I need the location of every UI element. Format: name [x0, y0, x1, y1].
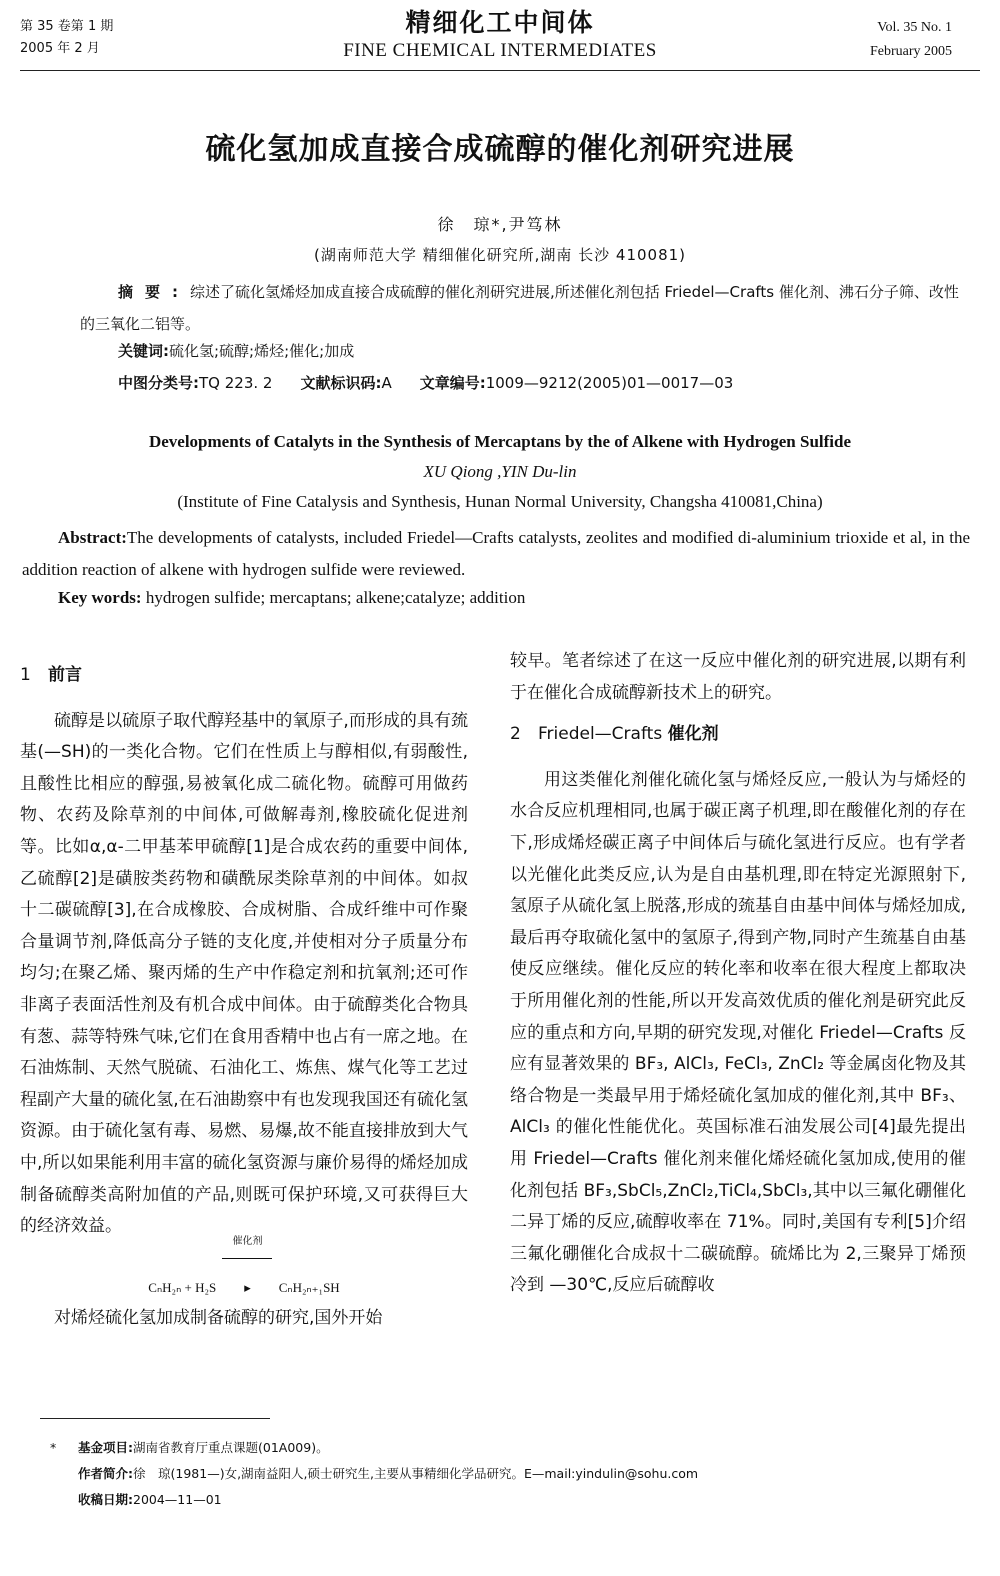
doc-code-label: 文献标识码: [300, 374, 382, 392]
abstract-zh-text: 综述了硫化氢烯烃加成直接合成硫醇的催化剂研究进展,所述催化剂包括 Friedel—Crafts 催化剂、沸石分子筛、改性的三氧化二铝等。 [80, 283, 959, 333]
section-2-title-zh: 催化剂 [667, 724, 719, 745]
journal-name [0, 8, 1000, 64]
abstract-en-text: The developments of catalysts, included Friedel—Crafts catalysts, zeolites and modified di-aluminium trioxide et al, in the addition reaction of alkene with hydrogen sulfide were reviewed. [22, 528, 970, 579]
keywords-zh-label: 关键词: [118, 342, 169, 360]
keywords-en-text: hydrogen sulfide; mercaptans; alkene;catalyze; addition [145, 588, 526, 607]
equation-product: CₙH₂ₙ₊₁SH [278, 1279, 340, 1295]
abstract-en-label: Abstract: [58, 528, 127, 547]
funding-text: 湖南省教育厅重点课题(01A009)。 [133, 1440, 329, 1455]
received-date-label: 收稿日期: [78, 1492, 133, 1507]
received-date-text: 2004—11—01 [133, 1492, 222, 1507]
section-2-paragraph: 用这类催化剂催化硫化氢与烯烃反应,一般认为与烯烃的水合反应机理相同,也属于碳正离子机理,即在酸催化剂的存在下,形成烯烃碳正离子中间体后与硫化氢进行反应。也有学者以光催化此类反应,认为是自由基机理,即在特定光源照射下,氢原子从硫化氢上脱落,形成的巯基自由基中间体与烯烃加成,最后再夺取硫化氢中的氢原子,得到产物,同时产生巯基自由基使反应继续。催化反应的转化率和收率在很大程度上都取决于所用催化剂的性能,所以开发高效优质的催化剂是研究此反应的重点和方向,早期的研究发现,对催化 Friedel—Crafts 反应有显著效果的 BF₃, AlCl₃, FeCl₃, ZnCl₂ 等金属卤化物及其络合物是一类最早用于烯烃硫化氢加成的催化剂,其中 BF₃、AlCl₃ 的催化性能优化。英国标准石油发展公司[4]最先提出用 Friedel—Crafts 催化剂来催化烯烃硫化氢加成,使用的催化剂包括 BF₃,SbCl₅,ZnCl₂,TiCl₄,SbCl₃,其中以三氟化硼催化二异丁烯的反应,硫醇收率在 71%。同时,美国有专利[5]介绍三氟化硼催化合成叔十二碳硫醇。硫烯比为 2,三聚异丁烯预冷到 —30℃,反应后硫醇收 [510, 769, 966, 1296]
footnote-author [78, 1462, 998, 1486]
funding-label: 基金项目: [78, 1440, 133, 1455]
body-right-column [510, 646, 966, 1302]
section-2-title-en: Friedel—Crafts [538, 724, 663, 745]
doc-code-value: A [381, 374, 392, 392]
keywords-en-label: Key words: [58, 588, 142, 607]
paper-title-zh: 硫化氢加成直接合成硫醇的催化剂研究进展 [205, 132, 795, 167]
author-bio-text: 徐 琼(1981—)女,湖南益阳人,硕士研究生,主要从事精细化学品研究。E—mail:yindulin@sohu.com [133, 1466, 699, 1481]
section-2-heading [510, 719, 966, 751]
reaction-equation [20, 1235, 468, 1303]
authors-en: XU Qiong ,YIN Du-lin [423, 462, 577, 481]
issue-info-en [870, 16, 952, 64]
keywords-en [58, 588, 525, 608]
section-1-paragraph-1: 硫醇是以硫原子取代醇羟基中的氧原子,而形成的具有巯基(—SH)的一类化合物。它们在性质上与醇相似,有弱酸性,且酸性比相应的醇强,易被氧化成二硫化物。硫醇可用做药物、农药及除草剂的中间体,可做解毒剂,橡胶硫化促进剂等。比如α,α-二甲基苯甲硫醇[1]是合成农药的重要中间体,乙硫醇[2]是磺胺类药物和磺酰尿类除草剂的中间体。如叔十二碳硫醇[3],在合成橡胶、合成树脂、合成纤维中可作聚合量调节剂,降低高分子链的支化度,并使相对分子质量分布均匀;在聚乙烯、聚丙烯的生产中作稳定剂和抗氧剂;还可作非离子表面活性剂及有机合成中间体。由于硫醇类化合物具有葱、蒜等特殊气味,它们在食用香精中也占有一席之地。在石油炼制、天然气脱硫、石油化工、炼焦、煤气化等工艺过程副产大量的硫化氢,在石油勘察中有也发现我国还有硫化氢资源。由于硫化氢有毒、易燃、易爆,故不能直接排放到大气中,所以如果能利用丰富的硫化氢资源与廉价易得的烯烃加成制备硫醇类高附加值的产品,则既可保护环境,又可获得巨大的经济效益。 [20, 710, 468, 1237]
classification-line [118, 372, 733, 393]
footnote-received [78, 1488, 998, 1512]
date-zh: 2005 年 2 月 [20, 41, 100, 56]
body-left-column [20, 660, 468, 1334]
section-1-title: 前言 [48, 665, 82, 685]
paper-title-en: Developments of Catalyts in the Synthesis of Mercaptans by the of Alkene with Hydrogen Sulfide [148, 432, 852, 451]
article-no-value: 1009—9212(2005)01—0017—03 [485, 374, 734, 392]
keywords-zh [118, 340, 354, 361]
section-1-continued: 较早。笔者综述了在这一反应中催化剂的研究进展,以期有利于在催化合成硫醇新技术上的研究。 [510, 651, 966, 703]
volume-zh: 第 35 卷第 1 期 [20, 19, 114, 34]
section-2-number: 2 [510, 724, 521, 745]
equation-catalyst: 催化剂 [232, 1235, 263, 1247]
keywords-zh-text: 硫化氢;硫醇;烯烃;催化;加成 [169, 342, 355, 360]
abstract-en [22, 522, 970, 586]
date-en: February 2005 [869, 44, 952, 59]
affiliation-zh: (湖南师范大学 精细催化研究所,湖南 长沙 410081) [313, 246, 687, 264]
clc-label: 中图分类号: [118, 374, 199, 392]
reaction-arrow: 催化剂 ▸ [219, 1243, 275, 1303]
clc-value: TQ 223. 2 [199, 374, 273, 392]
affiliation-en: (Institute of Fine Catalysis and Synthesis, Hunan Normal University, Changsha 410081,China) [177, 492, 823, 511]
volume-en: Vol. 35 No. 1 [877, 20, 952, 35]
section-1-number: 1 [20, 665, 31, 685]
journal-title-zh: 精细化工中间体 [405, 8, 595, 37]
journal-title-en: FINE CHEMICAL INTERMEDIATES [343, 40, 657, 61]
article-no-label: 文章编号: [419, 374, 486, 392]
section-1-paragraph-2: 对烯烃硫化氢加成制备硫醇的研究,国外开始 [54, 1307, 383, 1328]
author-bio-label: 作者简介: [78, 1466, 133, 1481]
footnote-funding [50, 1436, 970, 1460]
abstract-zh [80, 276, 960, 340]
footnote-divider [40, 1418, 270, 1419]
equation-reactants: CₙH₂ₙ + H₂S [148, 1279, 217, 1295]
header-divider [20, 70, 980, 71]
authors-zh: 徐 琼*,尹笃林 [437, 215, 563, 234]
abstract-zh-label: 摘要: [118, 283, 190, 301]
section-1-heading [20, 660, 468, 692]
footnote-marker: * [50, 1440, 57, 1455]
